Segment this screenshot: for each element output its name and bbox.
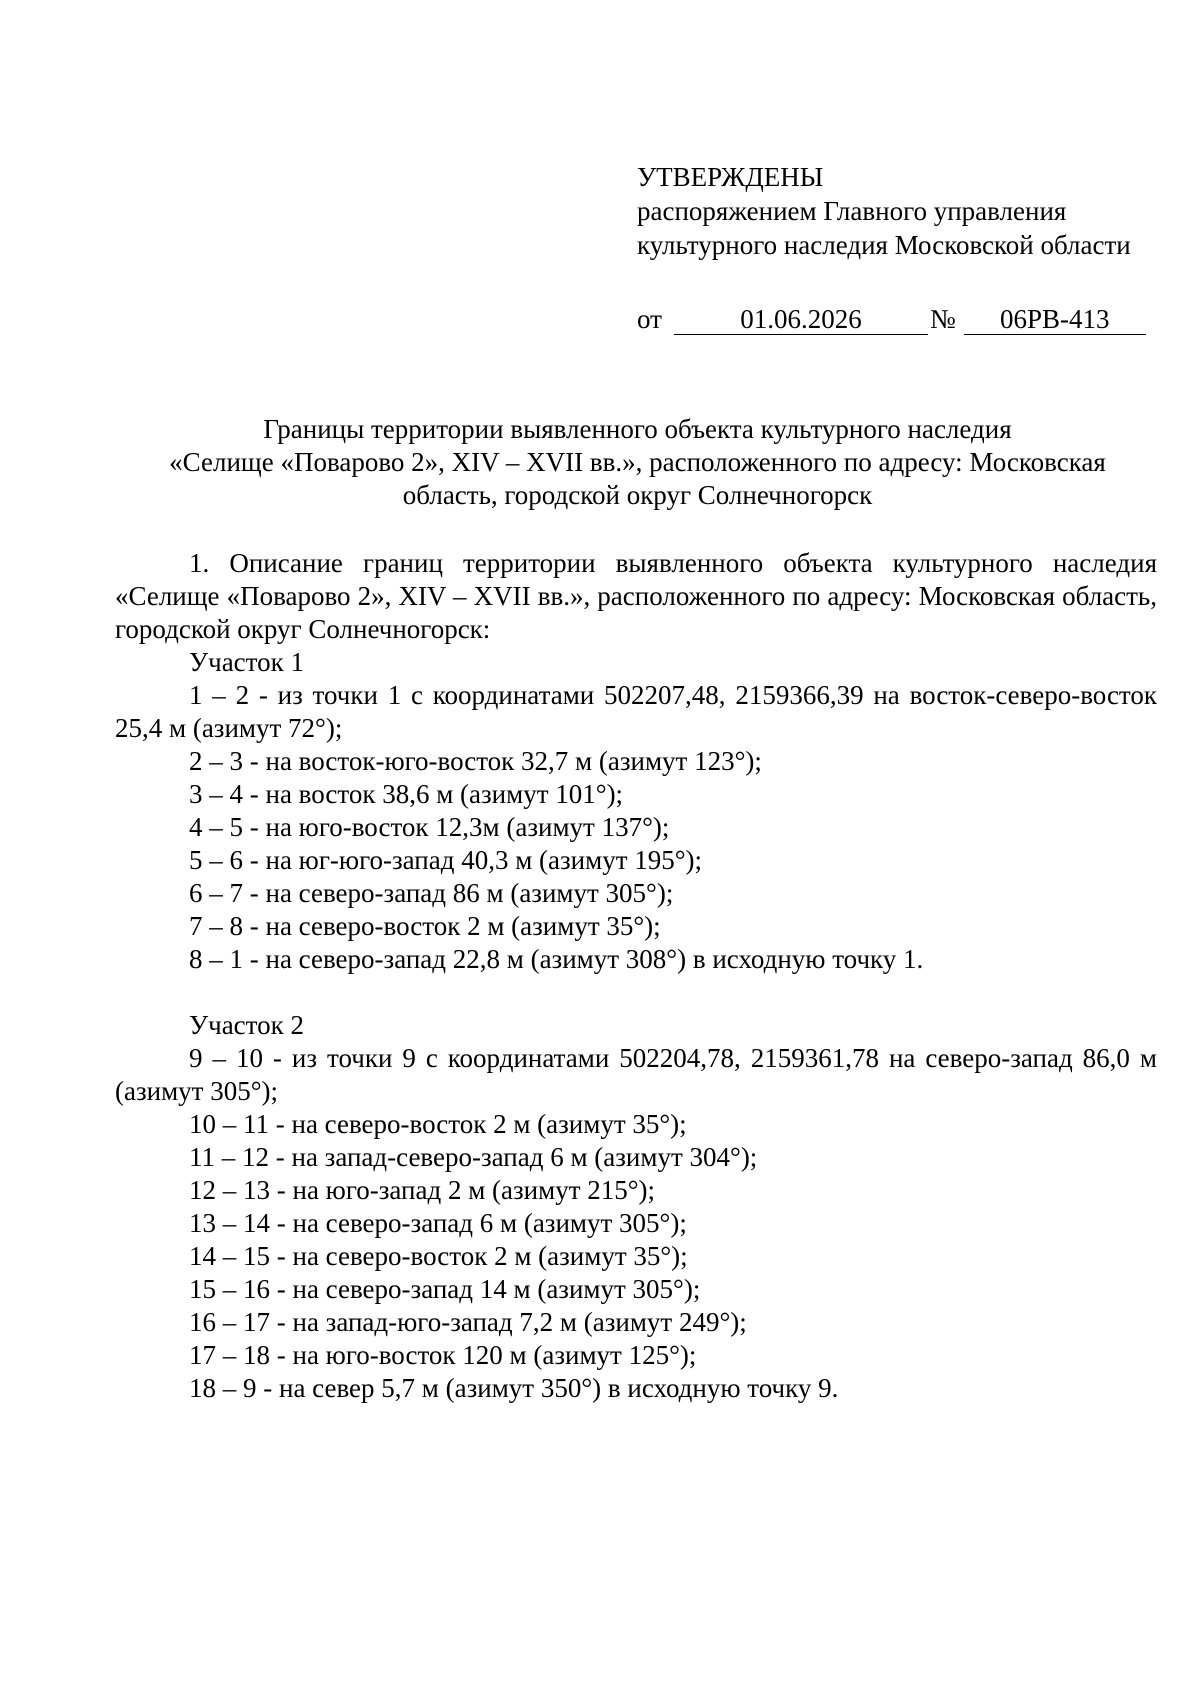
document-title xyxy=(110,413,1165,512)
title-line-3: область, городской округ Солнечногорск xyxy=(402,480,873,510)
approval-number: 06РВ-413 xyxy=(964,304,1146,335)
boundary-item: 8 – 1 - на северо-запад 22,8 м (азимут 308°) в исходную точку 1. xyxy=(189,944,924,974)
approval-block xyxy=(637,160,1157,336)
boundary-item: 2 – 3 - на восток-юго-восток 32,7 м (азимут 123°); xyxy=(189,746,762,776)
section-title: Участок 2 xyxy=(189,1010,304,1040)
boundary-item: 4 – 5 - на юго-восток 12,3м (азимут 137°); xyxy=(189,812,670,842)
boundary-item: 7 – 8 - на северо-восток 2 м (азимут 35°); xyxy=(189,911,661,941)
boundary-item: 15 – 16 - на северо-запад 14 м (азимут 305°); xyxy=(189,1274,701,1304)
boundary-item: 10 – 11 - на северо-восток 2 м (азимут 35°); xyxy=(189,1109,687,1139)
boundary-item: 14 – 15 - на северо-восток 2 м (азимут 35°); xyxy=(189,1241,688,1271)
boundary-item: 16 – 17 - на запад-юго-запад 7,2 м (азимут 249°); xyxy=(189,1307,747,1337)
boundary-item: 18 – 9 - на север 5,7 м (азимут 350°) в исходную точку 9. xyxy=(189,1373,839,1403)
boundary-item: 11 – 12 - на запад-северо-запад 6 м (азимут 304°); xyxy=(189,1142,758,1172)
title-line-2: «Селище «Поварово 2», XIV – XVII вв.», расположенного по адресу: Московская xyxy=(169,447,1106,477)
section-title: Участок 1 xyxy=(189,647,304,677)
boundary-item: 12 – 13 - на юго-запад 2 м (азимут 215°); xyxy=(189,1175,656,1205)
from-label: от xyxy=(637,304,662,334)
approval-date: 01.06.2026 xyxy=(674,304,928,335)
boundary-item: 1 – 2 - из точки 1 с координатами 502207,48, 2159366,39 на восток-северо-восток 25,4 м (азимут 72°); xyxy=(115,680,1157,743)
title-line-1: Границы территории выявленного объекта культурного наследия xyxy=(263,414,1012,444)
approval-line-1: распоряжением Главного управления xyxy=(637,196,1067,226)
boundary-item: 13 – 14 - на северо-запад 6 м (азимут 305°); xyxy=(189,1208,687,1238)
boundary-item: 17 – 18 - на юго-восток 120 м (азимут 125°); xyxy=(189,1340,697,1370)
number-sign: № xyxy=(929,304,956,334)
approval-heading: УТВЕРЖДЕНЫ xyxy=(637,162,824,192)
approval-date-number xyxy=(637,302,1157,336)
intro-paragraph: 1. Описание границ территории выявленного объекта культурного наследия «Селище «Поварово 2», XIV – XVII вв.», расположенного по адресу: Московская область, городской округ Солнечногорск: xyxy=(115,548,1157,644)
boundary-item: 5 – 6 - на юг-юго-запад 40,3 м (азимут 195°); xyxy=(189,845,703,875)
boundary-item: 9 – 10 - из точки 9 с координатами 502204,78, 2159361,78 на северо-запад 86,0 м (азимут 305°); xyxy=(115,1043,1157,1106)
boundary-item: 6 – 7 - на северо-запад 86 м (азимут 305°); xyxy=(189,878,674,908)
boundary-item: 3 – 4 - на восток 38,6 м (азимут 101°); xyxy=(189,779,624,809)
approval-line-2: культурного наследия Московской области xyxy=(637,230,1131,260)
document-body xyxy=(115,547,1157,1405)
